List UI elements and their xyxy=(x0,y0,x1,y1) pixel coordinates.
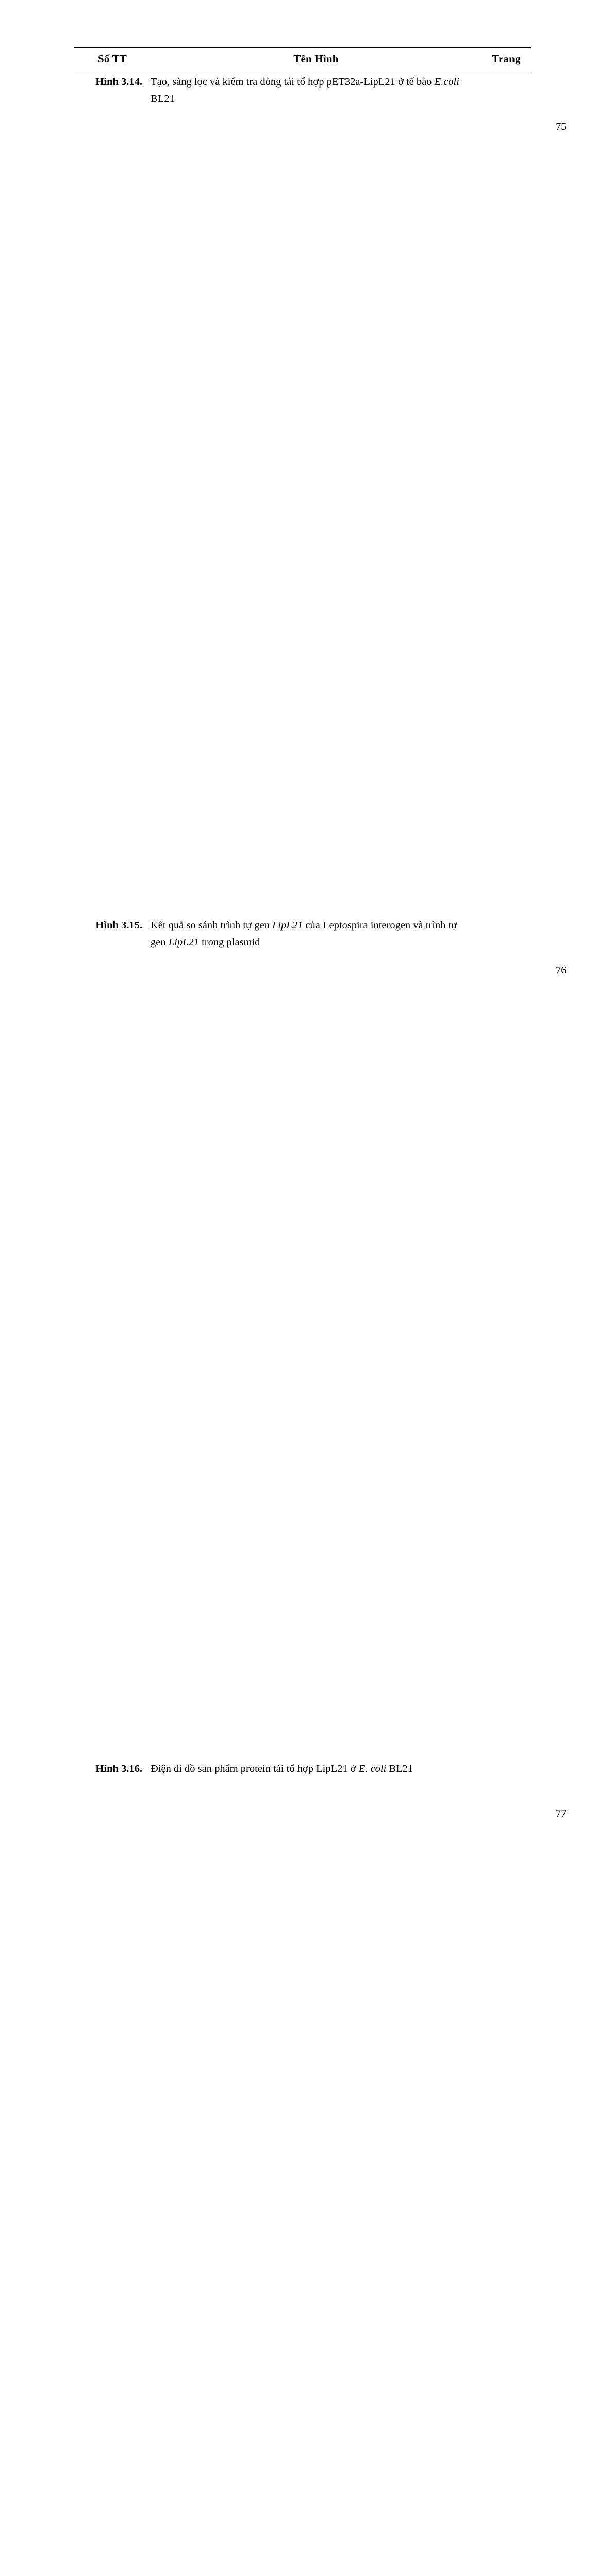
column-header-name: Tên Hình xyxy=(151,48,482,71)
figure-page-number: 76 xyxy=(482,914,531,1758)
table-header-row xyxy=(74,48,531,71)
figure-title: Kết quả so sánh trình tự gen LipL21 của Leptospira interogen và trình tự gen LipL21 trong plasmid xyxy=(151,914,482,1758)
figure-title: Điện di đồ sản phẩm protein tái tổ hợp LipL21 ở E. coli BL21 xyxy=(151,1758,482,2576)
table-row xyxy=(74,1758,531,2576)
figure-number: Hình 3.14. xyxy=(74,71,151,914)
table-row xyxy=(74,914,531,1758)
column-header-number: Số TT xyxy=(74,48,151,71)
table-row xyxy=(74,71,531,914)
figure-title: Tạo, sàng lọc và kiểm tra dòng tái tổ hợp pET32a-LipL21 ở tế bào E.coli BL21 xyxy=(151,71,482,914)
figure-number: Hình 3.15. xyxy=(74,914,151,1758)
column-header-page: Trang xyxy=(482,48,531,71)
document-page xyxy=(0,0,597,843)
table-body xyxy=(74,71,531,2576)
figure-number: Hình 3.16. xyxy=(74,1758,151,2576)
list-of-figures-table xyxy=(74,47,531,2576)
table-header xyxy=(74,48,531,71)
figure-page-number: 75 xyxy=(482,71,531,914)
figure-page-number: 77 xyxy=(482,1758,531,2576)
